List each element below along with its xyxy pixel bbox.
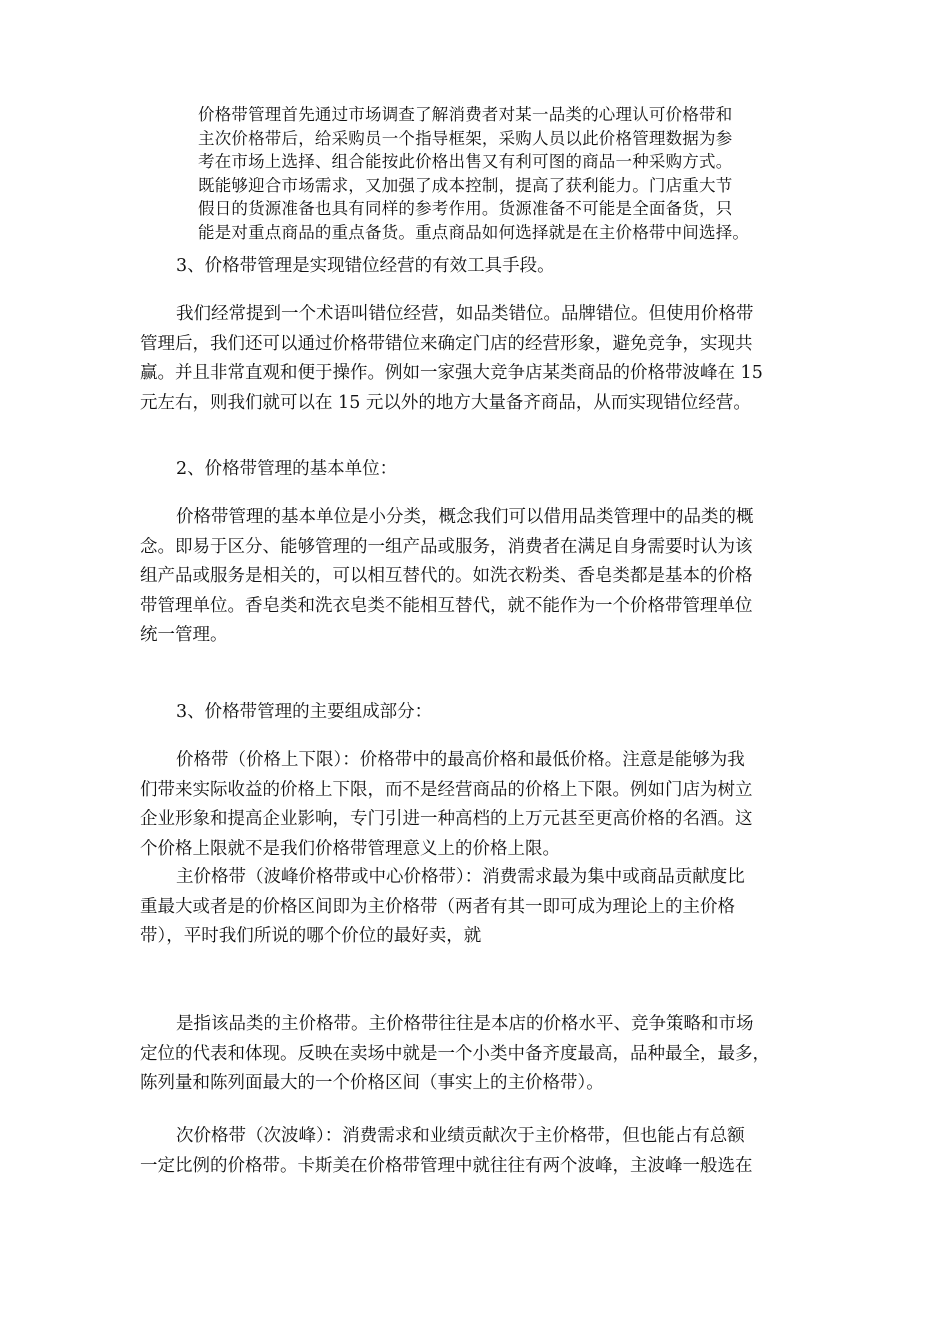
paragraph-6 — [140, 1122, 824, 1181]
paragraph-3 — [140, 746, 824, 864]
text-line: 带管理单位。香皂类和洗衣皂类不能相互替代，就不能作为一个价格带管理单位 — [140, 595, 753, 616]
text-line: 考在市场上选择、组合能按此价格出售又有利可图的商品一种采购方式。 — [198, 152, 733, 171]
heading-text: 3、价格带管理的主要组成部分： — [176, 702, 433, 722]
paragraph-1 — [140, 300, 824, 418]
text-line: 重最大或者是的价格区间即为主价格带（两者有其一即可成为理论上的主价格 — [140, 896, 735, 917]
paragraph-5 — [140, 1010, 824, 1099]
text-line: 价格带管理的基本单位是小分类，概念我们可以借用品类管理中的品类的概 — [176, 507, 754, 527]
heading-2 — [140, 455, 824, 485]
paragraph-2 — [140, 503, 824, 651]
text-line: 价格带管理首先通过市场调查了解消费者对某一品类的心理认可价格带和 — [198, 105, 733, 124]
text-line: 定位的代表和体现。反映在卖场中就是一个小类中备齐度最高，品种最全，最多， — [140, 1043, 770, 1064]
text-line: 统一管理。 — [140, 625, 228, 645]
text-line: 们带来实际收益的价格上下限，而不是经营商品的价格上下限。例如门店为树立 — [140, 779, 753, 800]
text-line: 个价格上限就不是我们价格带管理意义上的价格上限。 — [140, 838, 560, 859]
text-line: 企业形象和提高企业影响，专门引进一种高档的上万元甚至更高价格的名酒。这 — [140, 809, 753, 829]
text-line: 次价格带（次波峰）：消费需求和业绩贡献次于主价格带，但也能占有总额 — [176, 1126, 745, 1146]
text-line: 既能够迎合市场需求，又加强了成本控制，提高了获利能力。门店重大节 — [198, 175, 733, 195]
heading-text: 3、价格带管理是实现错位经营的有效工具手段。 — [176, 256, 555, 276]
text-line: 念。即易于区分、能够管理的一组产品或服务，消费者在满足自身需要时认为该 — [140, 536, 753, 557]
text-line: 主价格带（波峰价格带或中心价格带）：消费需求最为集中或商品贡献度比 — [176, 867, 745, 887]
text-line: 主次价格带后，给采购员一个指导框架，采购人员以此价格管理数据为参 — [198, 128, 733, 148]
text-line: 我们经常提到一个术语叫错位经营，如品类错位。品牌错位。但使用价格带 — [176, 304, 754, 324]
text-line: 管理后，我们还可以通过价格带错位来确定门店的经营形象，避免竞争，实现共 — [140, 333, 753, 354]
text-line: 元左右，则我们就可以在 15 元以外的地方大量备齐商品，从而实现错位经营。 — [140, 392, 751, 413]
text-line: 组产品或服务是相关的，可以相互替代的。如洗衣粉类、香皂类都是基本的价格 — [140, 566, 753, 586]
text-line: 赢。并且非常直观和便于操作。例如一家强大竞争店某类商品的价格带波峰在 15 — [140, 363, 763, 383]
heading-text: 2、价格带管理的基本单位： — [176, 459, 398, 479]
paragraph-4 — [140, 863, 824, 952]
heading-3 — [140, 698, 824, 728]
text-line: 陈列量和陈列面最大的一个价格区间（事实上的主价格带）。 — [140, 1073, 604, 1093]
intro-block — [198, 103, 823, 244]
text-line: 一定比例的价格带。卡斯美在价格带管理中就往往有两个波峰，主波峰一般选在 — [140, 1155, 753, 1176]
text-line: 带），平时我们所说的哪个价位的最好卖，就 — [140, 926, 482, 946]
text-line: 是指该品类的主价格带。主价格带往往是本店的价格水平、竞争策略和市场 — [176, 1014, 754, 1034]
text-line: 假日的货源准备也具有同样的参考作用。货源准备不可能是全面备货，只 — [198, 199, 733, 218]
heading-1 — [140, 252, 824, 282]
text-line: 能是对重点商品的重点备货。重点商品如何选择就是在主价格带中间选择。 — [198, 222, 750, 242]
text-line: 价格带（价格上下限）：价格带中的最高价格和最低价格。注意是能够为我 — [176, 750, 745, 770]
